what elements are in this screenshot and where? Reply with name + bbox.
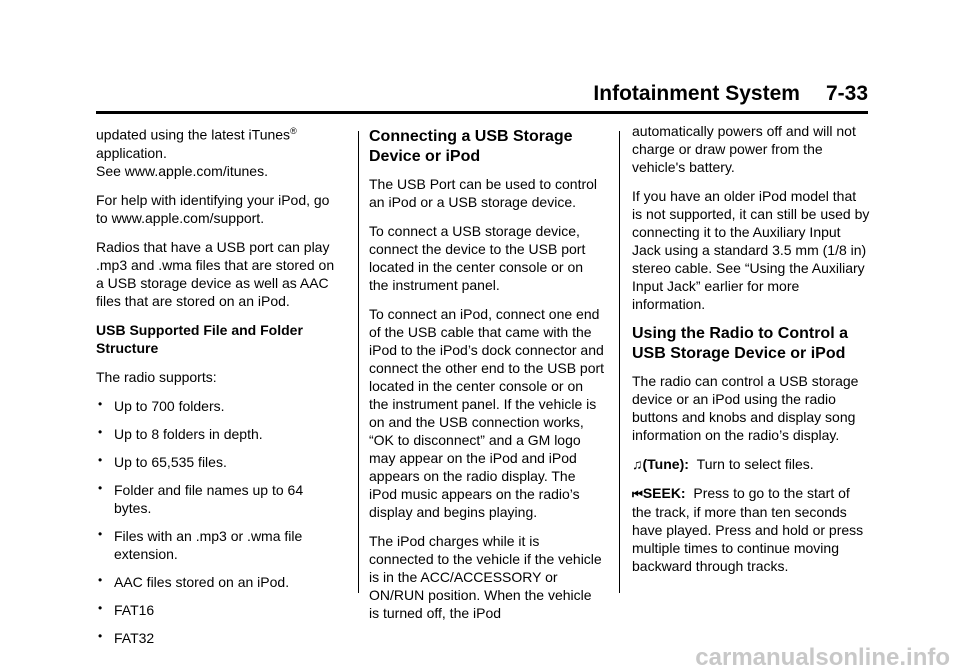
list-item: • FAT16 — [98, 600, 155, 618]
paragraph-itunes: updated using the latest iTunes® application. See www.apple.com/itunes. — [96, 126, 297, 179]
paragraph-tune — [632, 455, 870, 473]
list-item: • AAC files stored on an iPod. — [98, 572, 290, 590]
column-divider-1 — [358, 131, 359, 593]
list-item: • FAT32 — [98, 628, 155, 646]
supported-list — [96, 397, 338, 647]
column-1 — [96, 122, 338, 657]
paragraph-connect-ipod: To connect an iPod, connect one end of the USB cable that came with the iPod to the iPod’s dock connector and connect the other end to the USB port located in the center console or on the instrument panel. If the vehicle is on and the USB connection works, “OK to disconnect” and a GM logo may appear on the iPod and iPod appears on the radio display. The iPod music appears on the radio’s display and begins playing. — [369, 306, 605, 520]
bullet-icon: • — [98, 424, 103, 439]
tune-label: (Tune): — [642, 456, 689, 472]
bullet-icon: • — [98, 628, 103, 643]
bullet-icon: • — [98, 572, 103, 587]
paragraph-usb-port-use: The USB Port can be used to control an iPod or a USB storage device. — [369, 176, 598, 210]
paragraph-older-ipod: If you have an older iPod model that is not supported, it can still be used by connecting it to the Auxiliary Input Jack using a standard 3.5 mm (1/8 in) stereo cable. See “Using the Auxiliary Input Jack” earlier for more information. — [632, 188, 870, 312]
list-item: • Up to 700 folders. — [98, 396, 225, 414]
seek-text: Press to go to the start of the track, if more than ten seconds have played. Press and hold or press multiple times to continue moving backward through tracks. — [632, 485, 864, 574]
bullet-icon: • — [98, 396, 103, 411]
paragraph-usb-port: Radios that have a USB port can play .mp3 and .wma files that are stored on a USB storage device as well as AAC files that are stored on an iPod. — [96, 238, 335, 309]
paragraph-ipod-charging: The iPod charges while it is connected to the vehicle if the vehicle is in the ACC/ACCESSORY or ON/RUN position. When the vehicle is turned off, the iPod — [369, 533, 602, 621]
list-item: • Up to 65,535 files. — [98, 452, 227, 470]
list-item: • Up to 8 folders in depth. — [98, 424, 263, 442]
bullet-icon: • — [98, 600, 103, 615]
subheading-file-structure: USB Supported File and Folder Structure — [96, 321, 303, 356]
paragraph-seek — [632, 484, 870, 575]
header-title: Infotainment System — [593, 82, 800, 105]
page-header — [0, 80, 868, 108]
paragraph-radio-supports: The radio supports: — [96, 368, 217, 385]
seek-back-icon: ⏮ — [632, 487, 643, 501]
column-3 — [632, 122, 870, 586]
paragraph-radio-control: The radio can control a USB storage device or an iPod using the radio buttons and knobs and display song information on the radio’s display. — [632, 373, 859, 443]
tune-text: Turn to select files. — [696, 456, 814, 472]
list-item: • Folder and file names up to 64 bytes. — [98, 480, 304, 516]
page-number: 7-33 — [825, 82, 868, 105]
heading-radio-control: Using the Radio to Control a USB Storage Device or iPod — [632, 325, 848, 362]
registered-mark: ® — [290, 126, 297, 136]
column-divider-2 — [619, 131, 620, 593]
column-2 — [369, 122, 605, 633]
list-item: • Files with an .mp3 or .wma file extension. — [98, 526, 303, 562]
bullet-icon: • — [98, 452, 103, 467]
paragraph-connect-storage: To connect a USB storage device, connect the device to the USB port located in the center console or on the instrument panel. — [369, 223, 586, 293]
header-rule — [96, 111, 868, 114]
bullet-icon: • — [98, 480, 103, 495]
bullet-icon: • — [98, 526, 103, 541]
seek-label: SEEK: — [642, 485, 686, 501]
paragraph-support: For help with identifying your iPod, go to www.apple.com/support. — [96, 191, 330, 226]
heading-connecting-usb: Connecting a USB Storage Device or iPod — [369, 128, 573, 165]
paragraph-powers-off: automatically powers off and will not charge or draw power from the vehicle's battery. — [632, 123, 856, 175]
tune-icon: ♫ — [632, 456, 643, 472]
watermark: carmanualsonline.info — [695, 644, 950, 671]
